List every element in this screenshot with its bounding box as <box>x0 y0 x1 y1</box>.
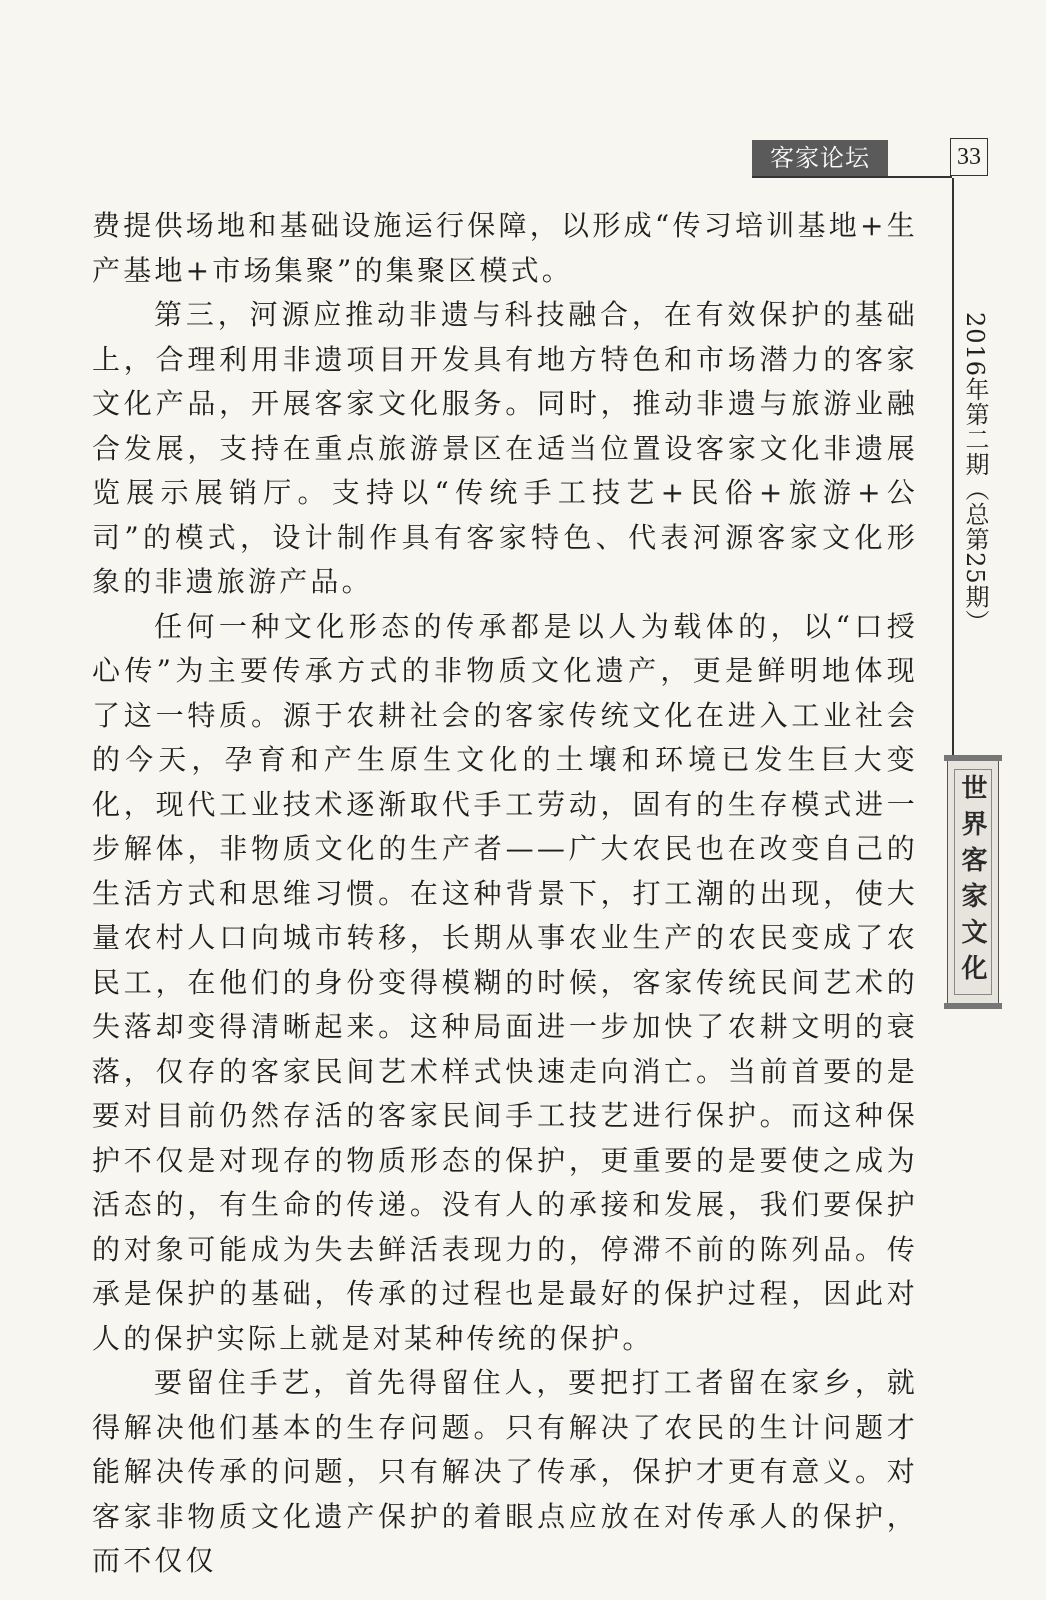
margin-rule <box>952 178 954 760</box>
header-rule <box>752 176 952 178</box>
issue-label: 2016年第二期（总第25期） <box>961 312 989 635</box>
section-title: 客家论坛 <box>752 140 888 176</box>
article-body <box>92 204 918 1584</box>
paragraph: 第三，河源应推动非遗与科技融合，在有效保护的基础上，合理利用非遗项目开发具有地方特色和市场潜力的客家文化产品，开展客家文化服务。同时，推动非遗与旅游业融合发展，支持在重点旅游景区在适当位置设客家文化非遗展览展示展销厅。支持以“传统手工技艺+民俗+旅游+公司”的模式，设计制作具有客家特色、代表河源客家文化形象的非遗旅游产品。 <box>92 298 918 598</box>
page-number: 33 <box>950 138 988 176</box>
paragraph: 要留住手艺，首先得留住人，要把打工者留在家乡，就得解决他们基本的生存问题。只有解决了农民的生计问题才能解决传承的问题，只有解决了传承，保护才更有意义。对客家非物质文化遗产保护的着眼点应放在对传承人的保护，而不仅仅 <box>92 1366 918 1577</box>
paragraph: 任何一种文化形态的传承都是以人为载体的，以“口授心传”为主要传承方式的非物质文化遗产，更是鲜明地体现了这一特质。源于农耕社会的客家传统文化在进入工业社会的今天，孕育和产生原生文化的土壤和环境已发生巨大变化，现代工业技术逐渐取代手工劳动，固有的生存模式进一步解体，非物质文化的生产者——广大农民也在改变自己的生活方式和思维习惯。在这种背景下，打工潮的出现，使大量农村人口向城市转移，长期从事农业生产的农民变成了农民工，在他们的身份变得模糊的时候，客家传统民间艺术的失落却变得清晰起来。这种局面进一步加快了农耕文明的衰落，仅存的客家民间艺术样式快速走向消亡。当前首要的是要对目前仍然存活的客家民间手工技艺进行保护。而这种保护不仅是对现存的物质形态的保护，更重要的是要使之成为活态的，有生命的传递。没有人的承接和发展，我们要保护的对象可能成为失去鲜活表现力的，停滞不前的陈列品。传承是保护的基础，传承的过程也是最好的保护过程，因此对人的保护实际上就是对某种传统的保护。 <box>92 609 918 1355</box>
emblem-text: 世界客家文化 <box>954 769 992 995</box>
emblem-scroll <box>947 760 999 1004</box>
paragraph: 费提供场地和基础设施运行保障，以形成“传习培训基地+生产基地+市场集聚”的集聚区模式。 <box>92 209 918 287</box>
